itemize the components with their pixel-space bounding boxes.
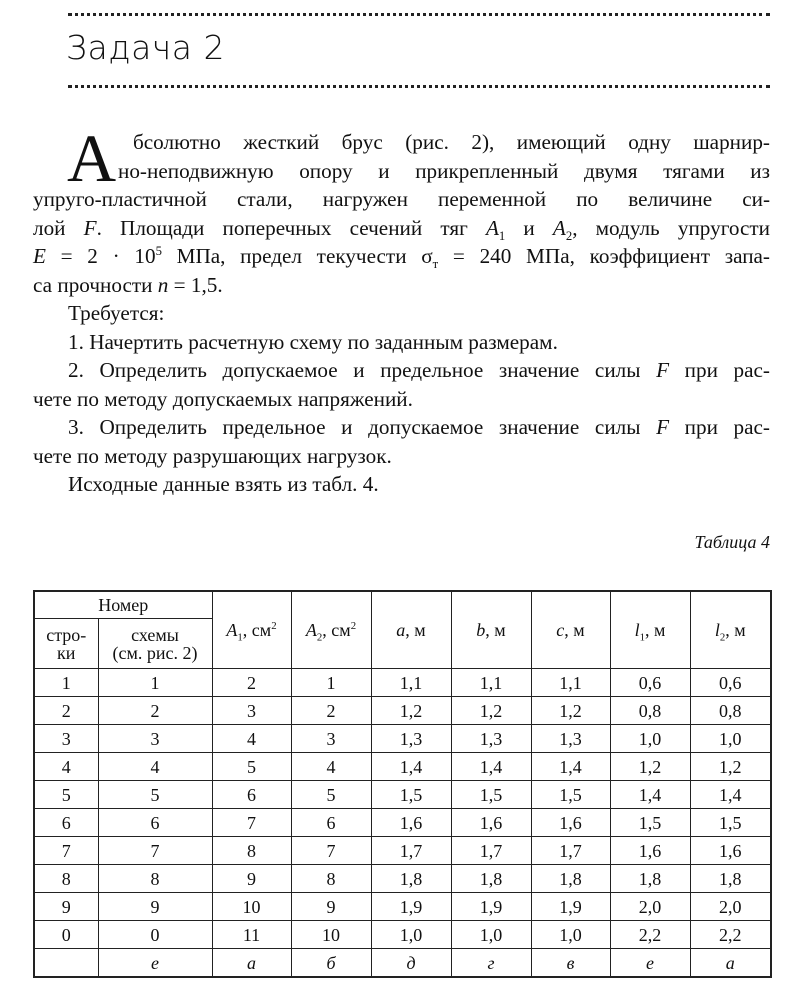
table-cell: 2,0 (610, 893, 690, 921)
table-cell: 1,1 (371, 669, 451, 697)
math-symbol: l (634, 620, 640, 640)
text-run: 2. Определить допускаемое и предельное значение силы (68, 358, 657, 382)
table-footer-row (34, 949, 771, 978)
table-cell: 1,5 (690, 809, 771, 837)
table-cell: 10 (291, 921, 371, 949)
table-cell: 1,0 (451, 921, 531, 949)
text-run: МПа, предел текучести σ (161, 244, 433, 268)
table-cell: 1,0 (371, 921, 451, 949)
table-cell: б (291, 949, 371, 978)
subscript: 1 (498, 228, 506, 243)
text-line (33, 157, 770, 186)
table-cell: 1,5 (610, 809, 690, 837)
text-run: и (505, 215, 553, 240)
table-cell: 1,7 (451, 837, 531, 865)
table-cell: 3 (212, 697, 291, 725)
superscript: 2 (271, 620, 277, 632)
table-cell: 6 (212, 781, 291, 809)
table-row (34, 669, 771, 697)
table-cell: 1,3 (371, 725, 451, 753)
table-cell: 1,6 (531, 809, 610, 837)
text-run: при рас- (669, 358, 770, 382)
text-run: чете по методу допускаемых напряжений. (33, 386, 413, 411)
table-cell: 7 (98, 837, 212, 865)
column-header (212, 591, 291, 669)
task-line (33, 413, 770, 442)
table-cell: 2 (34, 697, 98, 725)
table-cell: 8 (291, 865, 371, 893)
table-cell: 1,0 (610, 725, 690, 753)
table-row (34, 837, 771, 865)
dotted-rule-top (68, 13, 770, 16)
table-cell: 1,6 (690, 837, 771, 865)
dotted-rule-bottom (68, 85, 770, 88)
table-cell: 3 (34, 725, 98, 753)
subscript: 2 (565, 228, 573, 243)
task-line (33, 328, 770, 357)
math-symbol: A (305, 620, 317, 640)
text-line (33, 242, 770, 271)
table-row (34, 809, 771, 837)
table-row (34, 893, 771, 921)
text-run: , м (564, 620, 585, 640)
table-cell: 0,8 (610, 697, 690, 725)
text-run: , м (645, 620, 666, 640)
table-cell: 1,1 (531, 669, 610, 697)
superscript: 5 (155, 243, 162, 258)
task-line (33, 470, 770, 499)
text-run: = 2 · 10 (45, 244, 156, 268)
data-table (33, 590, 772, 978)
table-cell: 5 (34, 781, 98, 809)
text-line (33, 128, 770, 157)
text-run: Требуется: (68, 301, 165, 325)
math-symbol: F (83, 215, 97, 240)
subscript: 1 (639, 631, 646, 644)
task-list (33, 299, 770, 499)
table-cell: 2,0 (690, 893, 771, 921)
table-caption: Таблица 4 (694, 532, 770, 552)
table-cell: 6 (291, 809, 371, 837)
table-cell: 0 (34, 921, 98, 949)
math-symbol: n (157, 272, 169, 297)
text-run: , см (242, 620, 272, 640)
table-cell: 1,3 (531, 725, 610, 753)
column-header (531, 591, 610, 669)
text-line (33, 214, 770, 243)
text-run: Исходные данные взять из табл. 4. (68, 472, 379, 496)
table-cell: 11 (212, 921, 291, 949)
paragraph (33, 128, 770, 299)
table-cell: 1,6 (610, 837, 690, 865)
table-cell: 1 (291, 669, 371, 697)
text-line (33, 271, 770, 300)
math-symbol: E (33, 244, 46, 268)
text-run: са прочности (33, 272, 158, 297)
table-cell: 5 (291, 781, 371, 809)
text-run: , м (725, 620, 746, 640)
text-run: . Площади поперечных сечений тяг (96, 215, 486, 240)
subscript: т (432, 257, 439, 272)
table-cell: 9 (98, 893, 212, 921)
table-cell: 8 (98, 865, 212, 893)
text-run: бсолютно жесткий брус (рис. 2), имеющий одну шарнир- (133, 130, 770, 154)
table-cell: 2 (291, 697, 371, 725)
task-line (33, 442, 770, 471)
table-cell: 1,2 (610, 753, 690, 781)
table-cell (34, 949, 98, 978)
table-cell: 1 (98, 669, 212, 697)
table-cell: 4 (291, 753, 371, 781)
text-run: , м (405, 620, 426, 640)
table-cell: 0,6 (690, 669, 771, 697)
table-cell: д (371, 949, 451, 978)
table-cell: 1,3 (451, 725, 531, 753)
text-run: = 240 МПа, коэффициент запа- (438, 244, 770, 268)
table-cell: 8 (212, 837, 291, 865)
table-row (34, 865, 771, 893)
table-cell: 4 (34, 753, 98, 781)
column-header (610, 591, 690, 669)
table-cell: 1,5 (531, 781, 610, 809)
table-row (34, 921, 771, 949)
math-symbol: A (485, 215, 499, 240)
table-cell: 1,2 (451, 697, 531, 725)
task-line (33, 385, 770, 414)
subscript: 2 (719, 631, 726, 644)
math-symbol: l (714, 620, 720, 640)
math-symbol: F (656, 358, 670, 382)
table-cell: 8 (34, 865, 98, 893)
table-cell: 0 (98, 921, 212, 949)
page-title: Задача 2 (66, 28, 225, 67)
table-cell: 1,9 (531, 893, 610, 921)
table-cell: 4 (98, 753, 212, 781)
table-cell: 2,2 (610, 921, 690, 949)
table-cell: 1,1 (451, 669, 531, 697)
table-cell: 1,8 (451, 865, 531, 893)
table-cell: 1,7 (371, 837, 451, 865)
table-cell: 6 (34, 809, 98, 837)
table-cell: 3 (291, 725, 371, 753)
table-cell: 1,6 (371, 809, 451, 837)
table-cell: 1,2 (531, 697, 610, 725)
table-cell: 0,6 (610, 669, 690, 697)
header-row: стро- ки (34, 619, 98, 669)
text-run: 3. Определить предельное и допускаемое значение силы (68, 415, 657, 439)
table-cell: 7 (291, 837, 371, 865)
table-cell: 1,0 (690, 725, 771, 753)
subscript: 1 (237, 631, 243, 644)
text-run: упруго-пластичной стали, нагружен переменной по величине си- (33, 187, 770, 211)
text-run: лой (33, 215, 84, 240)
text-run: 1. Начертить расчетную схему по заданным размерам. (68, 329, 558, 354)
column-header (291, 591, 371, 669)
table-cell: 0,8 (690, 697, 771, 725)
table-cell: а (212, 949, 291, 978)
table-cell: 5 (212, 753, 291, 781)
table-cell: г (451, 949, 531, 978)
table-cell: 5 (98, 781, 212, 809)
table-cell: 1,6 (451, 809, 531, 837)
table-cell: 7 (212, 809, 291, 837)
table-cell: 1,8 (371, 865, 451, 893)
table-cell: 1,8 (531, 865, 610, 893)
table-cell: 1,0 (531, 921, 610, 949)
table-cell: 1,4 (451, 753, 531, 781)
math-symbol: b (476, 620, 486, 640)
task-line (33, 299, 770, 328)
table-cell: 2 (98, 697, 212, 725)
problem-text (33, 120, 770, 499)
table-cell: 1,9 (371, 893, 451, 921)
text-run: , модуль упругости (572, 215, 770, 240)
table-row (34, 697, 771, 725)
column-header (371, 591, 451, 669)
header-number: Номер (34, 591, 212, 619)
table-cell: 9 (212, 865, 291, 893)
math-symbol: c (556, 620, 565, 640)
column-header (451, 591, 531, 669)
table-cell: 1,2 (371, 697, 451, 725)
table-row (34, 753, 771, 781)
subscript: 2 (316, 631, 323, 644)
text-run: но-неподвижную опору и прикрепленный двумя тягами из (118, 158, 770, 183)
math-symbol: F (656, 415, 670, 439)
task-line (33, 356, 770, 385)
table-cell: 1,4 (531, 753, 610, 781)
drop-cap: А (67, 120, 117, 196)
table-cell: 1,4 (610, 781, 690, 809)
header-scheme: схемы (см. рис. 2) (98, 619, 212, 669)
table-cell: 1,4 (371, 753, 451, 781)
table-cell: 1,9 (451, 893, 531, 921)
text-run: = 1,5. (168, 272, 223, 297)
table-cell: в (531, 949, 610, 978)
table-cell: 1,8 (610, 865, 690, 893)
table-cell: е (610, 949, 690, 978)
table-cell: 1,5 (371, 781, 451, 809)
table-cell: 1 (34, 669, 98, 697)
table-cell: 4 (212, 725, 291, 753)
table-cell: 1,4 (690, 781, 771, 809)
table-cell: 1,5 (451, 781, 531, 809)
table-cell: 2,2 (690, 921, 771, 949)
table-row (34, 725, 771, 753)
text-line (33, 185, 770, 214)
text-run: при рас- (669, 415, 770, 439)
table-cell: 3 (98, 725, 212, 753)
table-cell: 1,2 (690, 753, 771, 781)
table-cell: 1,7 (531, 837, 610, 865)
table-cell: 7 (34, 837, 98, 865)
superscript: 2 (350, 620, 357, 632)
table-cell: а (690, 949, 771, 978)
column-header (690, 591, 771, 669)
text-run: , м (485, 620, 506, 640)
table-cell: 1,8 (690, 865, 771, 893)
table-cell: 10 (212, 893, 291, 921)
math-symbol: A (226, 620, 238, 640)
table-cell: е (98, 949, 212, 978)
table-cell: 9 (34, 893, 98, 921)
text-run: чете по методу разрушающих нагрузок. (33, 443, 392, 468)
table-row (34, 781, 771, 809)
text-run: , см (322, 620, 351, 640)
table-cell: 6 (98, 809, 212, 837)
table-cell: 2 (212, 669, 291, 697)
table-cell: 9 (291, 893, 371, 921)
math-symbol: A (552, 215, 566, 240)
math-symbol: a (396, 620, 406, 640)
